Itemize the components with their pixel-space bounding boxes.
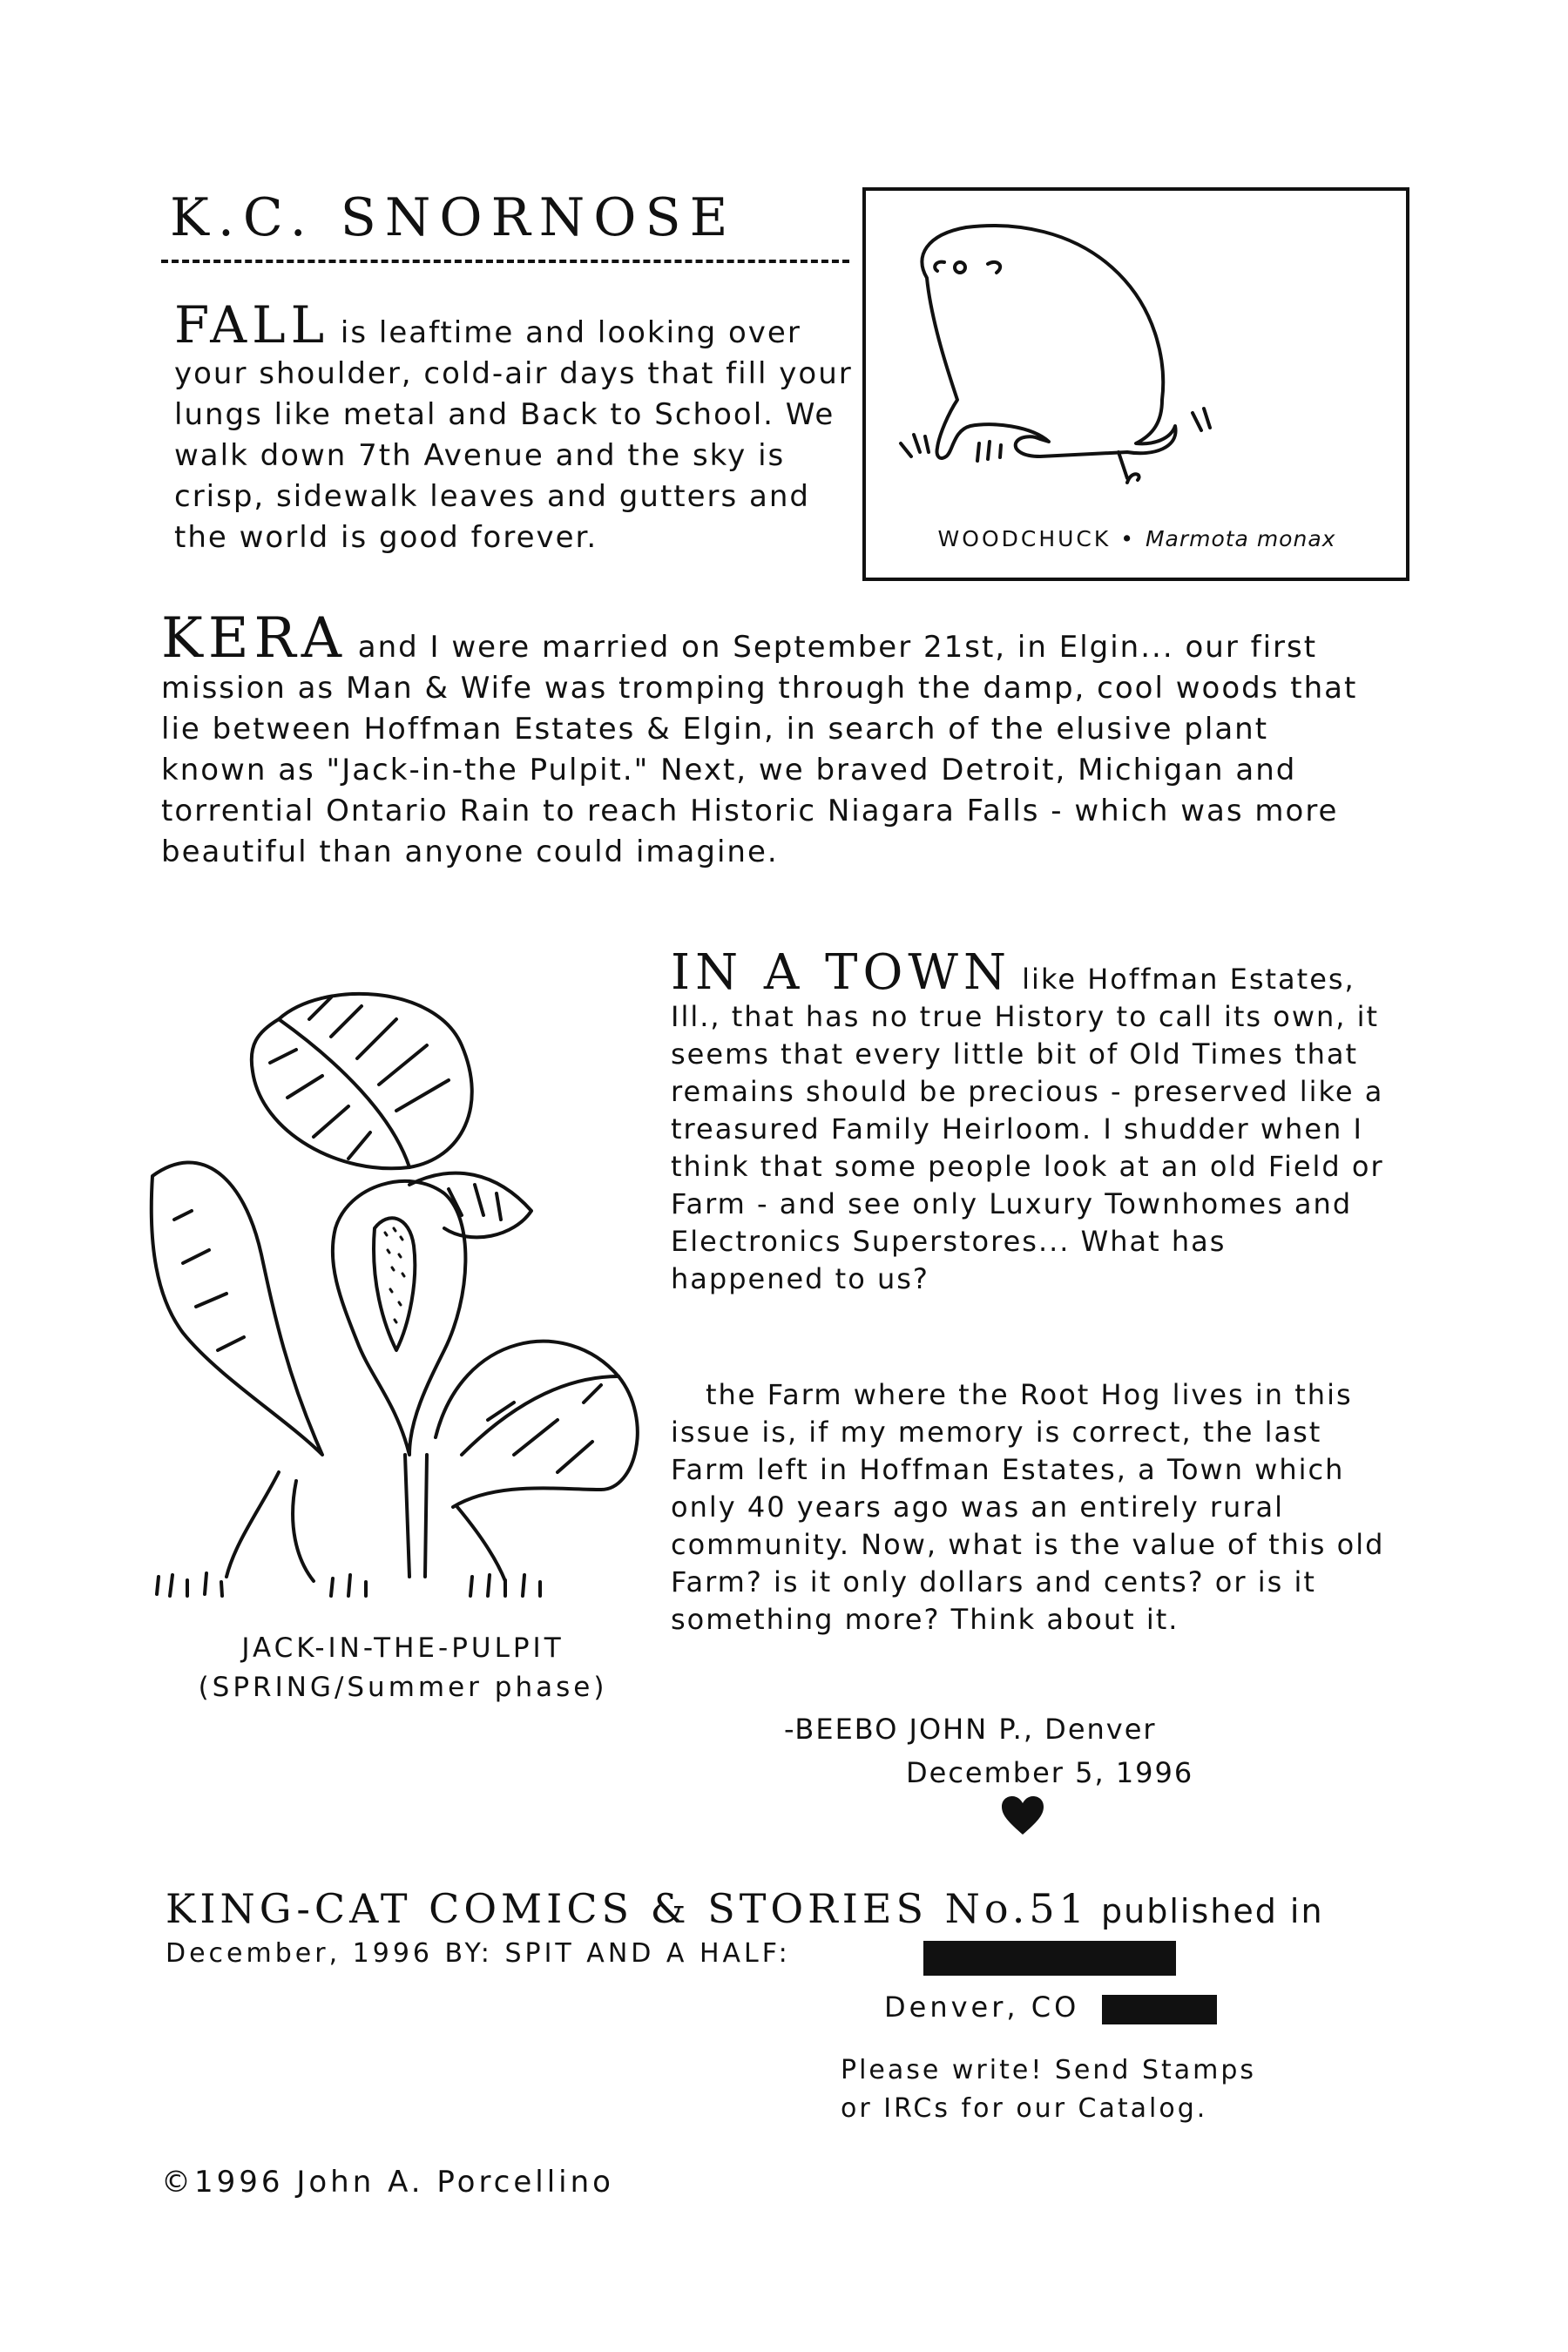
redaction-bar xyxy=(1102,1995,1217,2024)
dashed-divider xyxy=(161,260,849,263)
colophon-please-write xyxy=(841,2051,1256,2128)
signature-name: -BEEBO JOHN P., Denver xyxy=(784,1713,1157,1746)
signature-date: December 5, 1996 xyxy=(906,1756,1194,1789)
caption-separator: • xyxy=(1120,526,1136,551)
woodchuck-scientific-name: Marmota monax xyxy=(1145,526,1336,551)
colophon-title-main: KING-CAT COMICS & STORIES No.51 xyxy=(166,1885,1089,1932)
page-title: K.C. SNORNOSE xyxy=(170,187,737,248)
heart-icon xyxy=(1000,1794,1045,1836)
kera-text: and I were married on September 21st, in Elgin... our first mission as Man & Wife was tromping through the damp, cool woods that lie between Hoffman Estates & Elgin, in search of the elusive plant known as "Jack-in-the Pulpit." Next, we braved Detroit, Michigan and torrential Ontario Rain to reach Historic Niagara Falls - which was more beautiful than anyone could imagine. xyxy=(161,630,1358,869)
woodchuck-common-name: WOODCHUCK xyxy=(937,526,1112,551)
woodchuck-illustration-frame xyxy=(862,187,1409,581)
colophon-title xyxy=(166,1886,1385,1934)
fall-paragraph xyxy=(174,295,854,558)
please-write-line2: or IRCs for our Catalog. xyxy=(841,2093,1208,2124)
colophon-title-rest: published in xyxy=(1088,1892,1324,1930)
plant-caption-line1: JACK-IN-THE-PULPIT xyxy=(241,1632,564,1664)
town-text: like Hoffman Estates, Ill., that has no true History to call its own, it seems that every little bit of Old Times that remains should be precious - preserved like a treasured Family Heirloom. I shudder when I think that some people look at an old Field or Farm - and see only Luxury Townhomes and Electronics Superstores... What has happened to us? xyxy=(671,963,1384,1295)
redaction-bar xyxy=(923,1941,1176,1976)
plant-caption-line2: (SPRING/Summer phase) xyxy=(198,1672,608,1703)
signature xyxy=(784,1707,1307,1794)
jack-in-the-pulpit-drawing xyxy=(148,967,658,1616)
colophon-date-line: December, 1996 BY: SPIT AND A HALF: xyxy=(166,1938,791,1969)
town-paragraph xyxy=(671,944,1385,1298)
town-lead: IN A TOWN xyxy=(671,944,1011,1001)
plant-caption xyxy=(148,1629,658,1707)
farm-paragraph: the Farm where the Root Hog lives in this issue is, if my memory is correct, the last Farm left in Hoffman Estates, a Town which only 40 years ago was an entirely rural community. Now, what is the value of this old Farm? is it only dollars and cents? or is it something more? Think about it. xyxy=(671,1378,1385,1636)
fall-lead: FALL xyxy=(174,295,330,355)
kera-lead: KERA xyxy=(161,606,347,671)
woodchuck-caption xyxy=(880,526,1394,551)
please-write-line1: Please write! Send Stamps xyxy=(841,2055,1257,2085)
colophon-city: Denver, CO xyxy=(884,1990,1080,2024)
fall-text: is leaftime and looking over your shoulder, cold-air days that fill your lungs like metal and Back to School. We walk down 7th Avenue and the sky is crisp, sidewalk leaves and gutters and the world is good forever. xyxy=(174,315,853,555)
copyright-notice: ©1996 John A. Porcellino xyxy=(161,2165,614,2200)
kera-paragraph xyxy=(161,606,1381,873)
woodchuck-drawing xyxy=(866,191,1406,522)
